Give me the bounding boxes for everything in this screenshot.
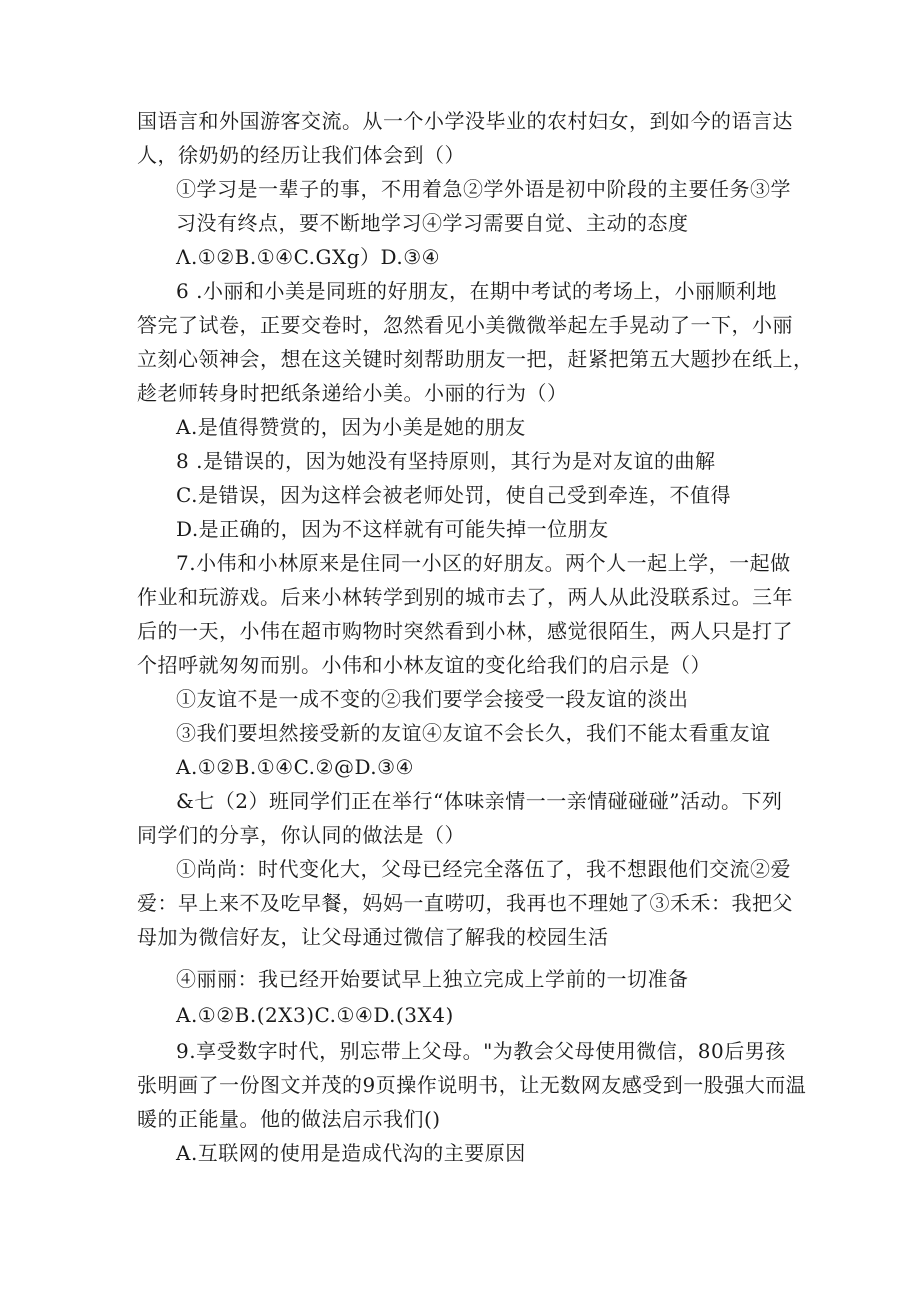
text-line: 作业和玩游戏。后来小林转学到别的城市去了，两人从此没联系过。三年	[137, 585, 793, 609]
text-line: 暖的正能量。他的做法启示我们()	[137, 1107, 441, 1131]
option-a: A.是值得赞赏的，因为小美是她的朋友	[176, 415, 526, 439]
question-8: &七（2）班同学们正在举行“体味亲情一一亲情碰碰碰”活动。下列	[176, 789, 783, 813]
text-line: 习没有终点，要不断地学习④学习需要自觉、主动的态度	[176, 211, 689, 235]
option-c: C.是错误，因为这样会被老师处罚，使自己受到牵连，不值得	[176, 483, 731, 507]
answer-options: Λ.①②B.①④C.GXg）D.③④	[176, 245, 441, 269]
text-line: 人，徐奶奶的经历让我们体会到（）	[137, 143, 465, 167]
text-line: ①友谊不是一成不变的②我们要学会接受一段友谊的淡出	[176, 687, 689, 711]
text-line: 立刻心领神会，想在这关键时刻帮助朋友一把，赶紧把第五大题抄在纸上，	[137, 347, 814, 371]
text-line: ①学习是一辈子的事，不用着急②学外语是初中阶段的主要任务③学	[176, 177, 791, 201]
text-line: 国语言和外国游客交流。从一个小学没毕业的农村妇女，到如今的语言达	[137, 109, 793, 133]
option-b: 8 .是错误的，因为她没有坚持原则，其行为是对友谊的曲解	[176, 449, 716, 473]
text-line: 后的一天，小伟在超市购物时突然看到小林，感觉很陌生，两人只是打了	[137, 619, 793, 643]
text-line: ③我们要坦然接受新的友谊④友谊不会长久，我们不能太看重友谊	[176, 721, 771, 745]
text-line: ④丽丽：我已经开始要试早上独立完成上学前的一切准备	[176, 967, 689, 991]
text-line: 母加为微信好友，让父母通过微信了解我的校园生活	[137, 925, 609, 949]
text-line: 趁老师转身时把纸条递给小美。小丽的行为（）	[137, 381, 568, 405]
text-line: 爱：早上来不及吃早餐，妈妈一直唠叨，我再也不理她了③禾禾：我把父	[137, 891, 793, 915]
option-a: A.互联网的使用是造成代沟的主要原因	[176, 1141, 526, 1165]
question-7: 7.小伟和小林原来是住同一小区的好朋友。两个人一起上学，一起做	[176, 551, 791, 575]
text-line: 张明画了一份图文并茂的9页操作说明书，让无数网友感受到一股强大而温	[137, 1073, 807, 1097]
answer-options: A.①②B.①④C.②@D.③④	[176, 755, 414, 779]
answer-options: A.①②B.(2X3)C.①④D.(3X4)	[176, 1003, 454, 1027]
text-line: 同学们的分享，你认同的做法是（）	[137, 823, 465, 847]
text-line: 答完了试卷，正要交卷时，忽然看见小美微微举起左手晃动了一下，小丽	[137, 313, 793, 337]
question-6: 6 .小丽和小美是同班的好朋友，在期中考试的考场上，小丽顺利地	[176, 279, 777, 303]
text-line: 个招呼就匆匆而别。小伟和小林友谊的变化给我们的启示是（）	[137, 653, 711, 677]
text-line: ①尚尚：时代变化大，父母已经完全落伍了，我不想跟他们交流②爱	[176, 857, 791, 881]
option-d: D.是正确的，因为不这样就有可能失掉一位朋友	[176, 517, 609, 541]
question-9: 9.享受数字时代，别忘带上父母。"为教会父母使用微信，80后男孩	[176, 1039, 786, 1063]
